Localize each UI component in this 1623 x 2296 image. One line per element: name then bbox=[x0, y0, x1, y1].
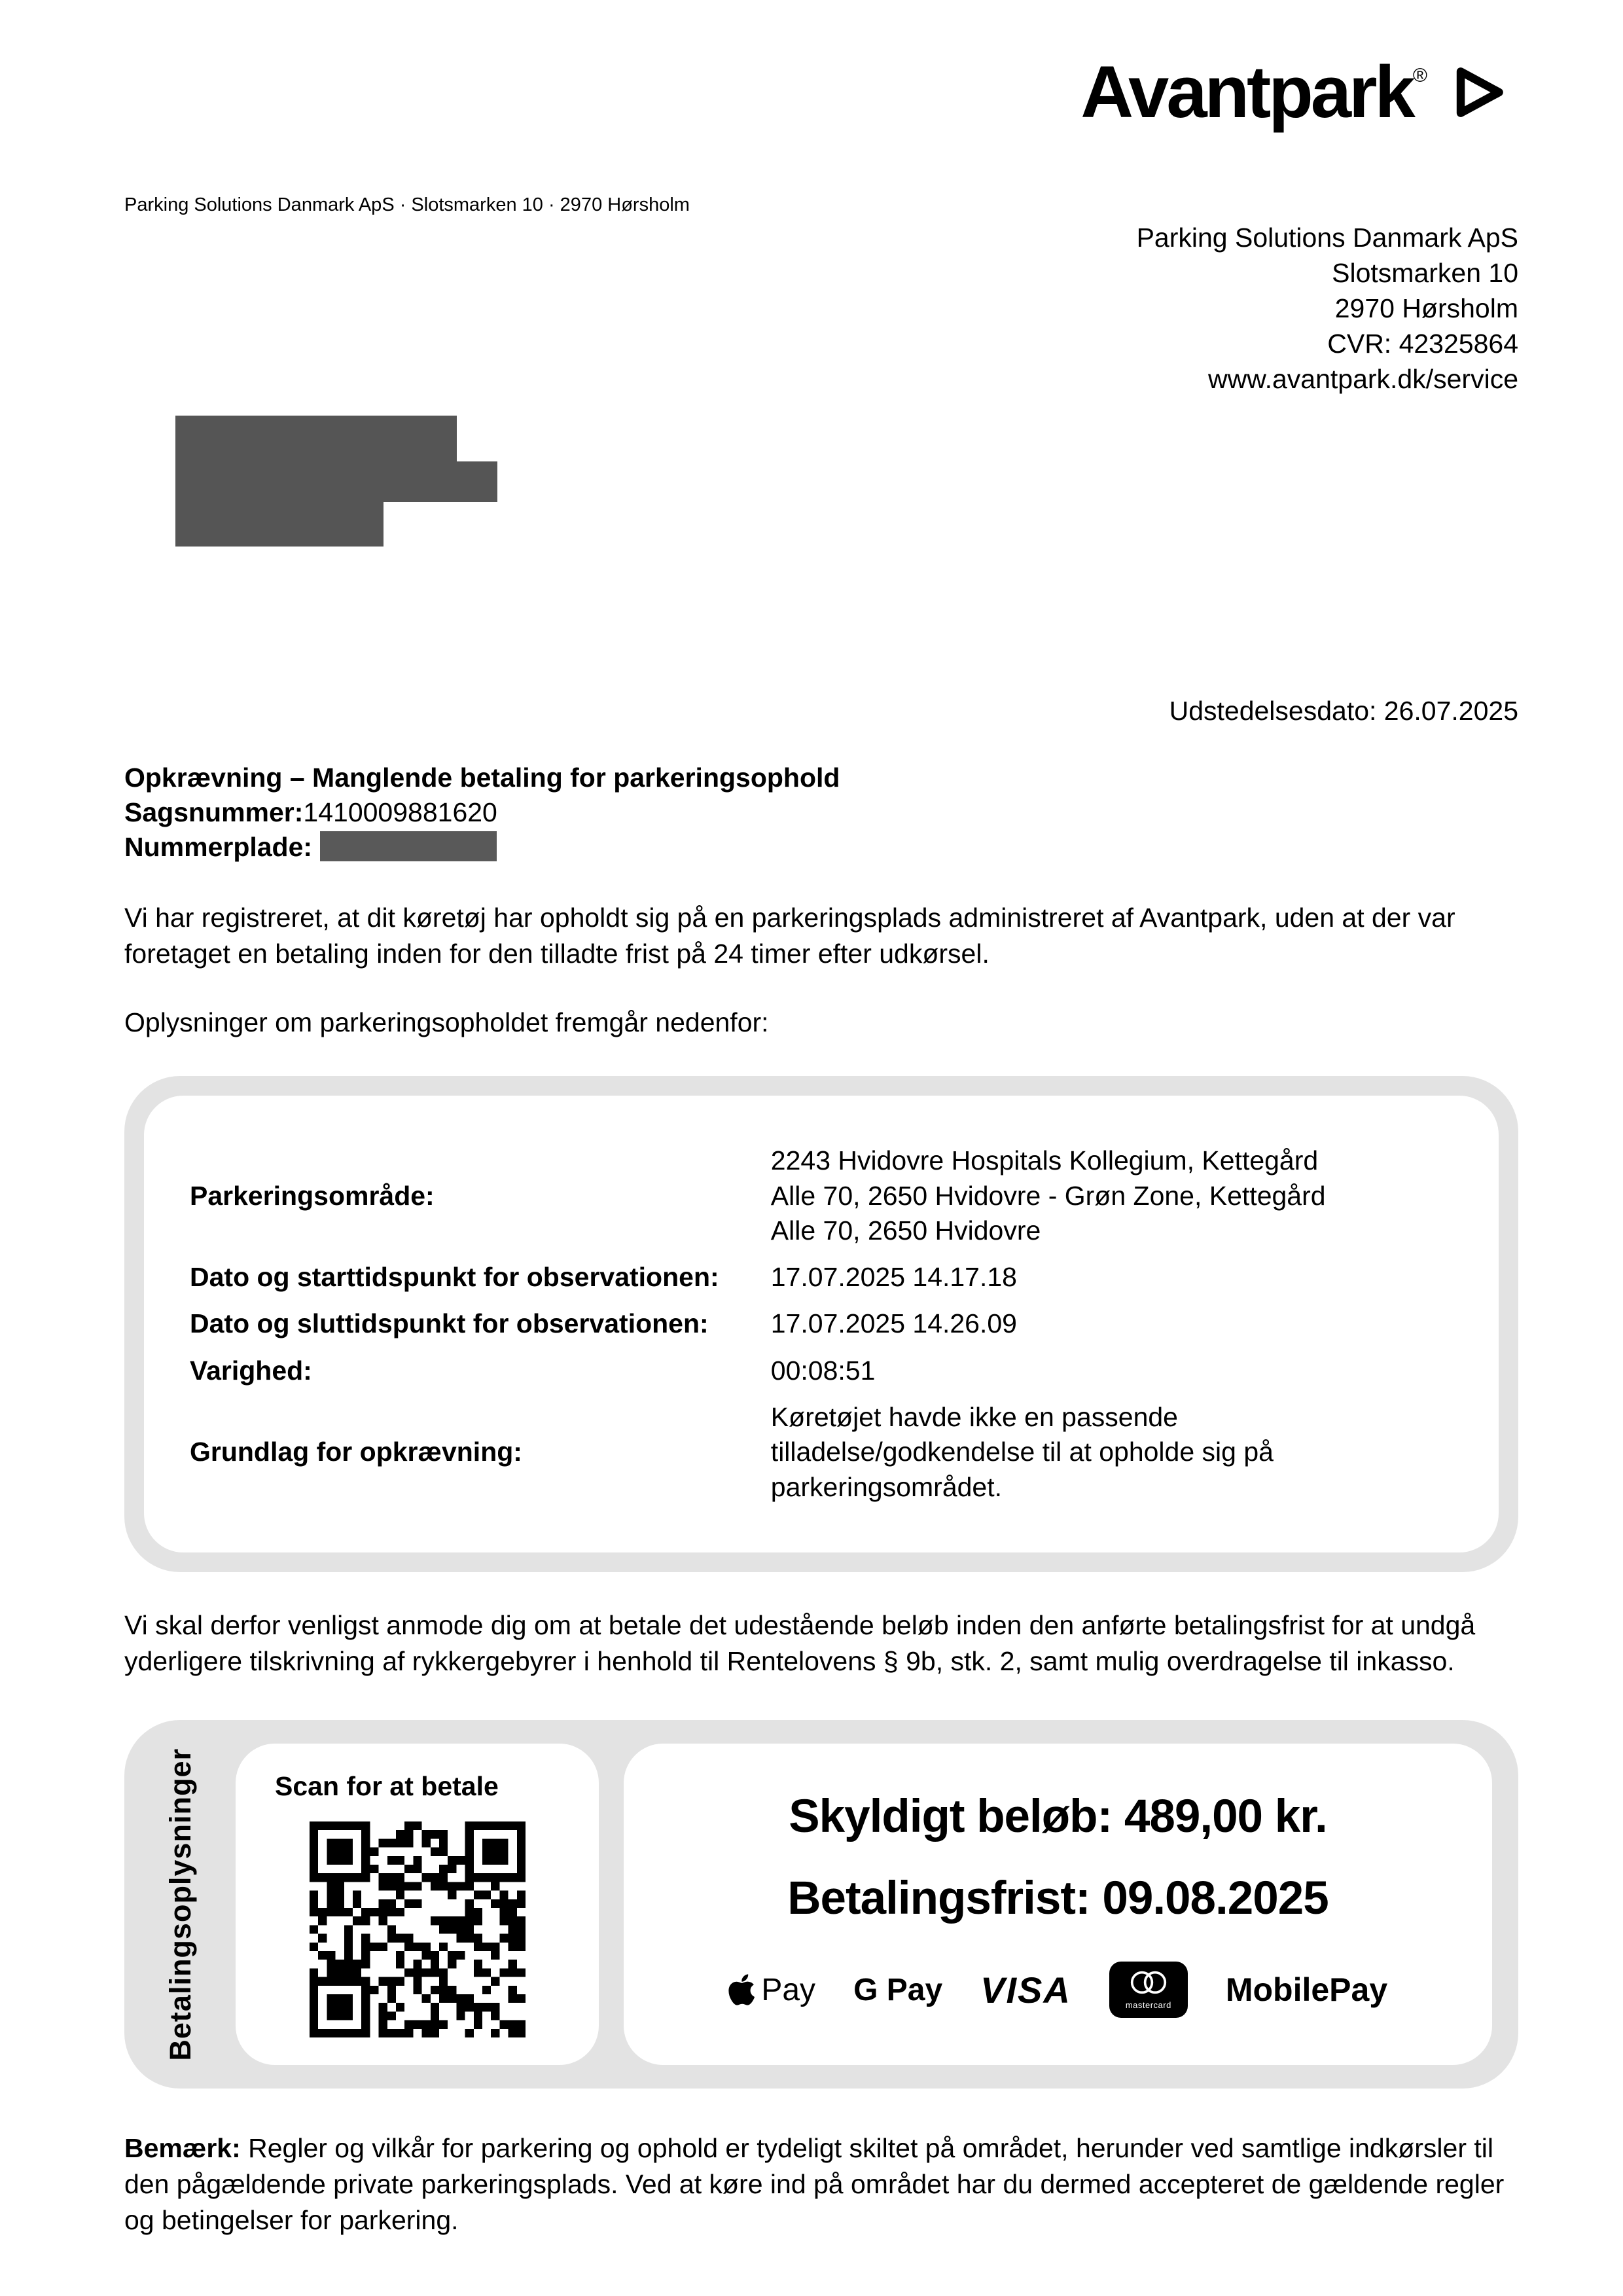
google-pay-logo: G Pay bbox=[853, 1972, 943, 2007]
company-cvr: CVR: 42325864 bbox=[1327, 329, 1518, 359]
mobilepay-logo: MobilePay bbox=[1225, 1971, 1388, 2009]
apple-pay-text: Pay bbox=[761, 1972, 816, 2007]
apple-pay-logo bbox=[728, 1972, 815, 2008]
subject-title: Opkrævning – Manglende betaling for parkeringsophold bbox=[124, 762, 840, 793]
recipient-redacted-block bbox=[175, 416, 1518, 547]
brand-logo-text: Avantpark® bbox=[1080, 51, 1427, 133]
case-number-line bbox=[124, 795, 1518, 830]
issue-date: Udstedelsesdato: 26.07.2025 bbox=[1169, 695, 1518, 726]
intro-paragraph: Vi har registreret, at dit køretøj har opholdt sig på en parkeringsplads administreret af Avantpark, uden at der var foretaget en betaling inden for den tilladte frist på 24 timer efter udkørsel. bbox=[124, 903, 1455, 969]
payment-deadline: Betalingsfrist: 09.08.2025 bbox=[787, 1873, 1329, 1925]
note-label: Bemærk: bbox=[124, 2132, 241, 2163]
detail-row-basis bbox=[190, 1400, 1453, 1505]
detail-row-duration bbox=[190, 1354, 1453, 1388]
detail-value: 17.07.2025 14.17.18 bbox=[770, 1262, 1017, 1293]
mastercard-logo bbox=[1109, 1962, 1188, 2018]
company-street: Slotsmarken 10 bbox=[1332, 258, 1518, 289]
plate-line bbox=[124, 830, 1518, 865]
brand-header bbox=[124, 51, 1518, 133]
detail-value: 00:08:51 bbox=[770, 1355, 876, 1386]
case-number-value: 1410009881620 bbox=[303, 797, 497, 827]
company-name: Parking Solutions Danmark ApS bbox=[1136, 223, 1518, 253]
detail-label: Dato og sluttidspunkt for observationen: bbox=[190, 1308, 709, 1339]
qr-title: Scan for at betale bbox=[275, 1770, 499, 1801]
payment-methods-row bbox=[728, 1962, 1387, 2018]
demand-paragraph: Vi skal derfor venligst anmode dig om at betale det udestående beløb inden den anførte betalingsfrist for at undgå yderligere tilskrivning af rykkergebyrer i henhold til Rentelovens § 9b, stk. 2, samt mulig overdragelse til inkasso. bbox=[124, 1609, 1476, 1676]
qr-card bbox=[236, 1744, 599, 2065]
detail-row-end bbox=[190, 1306, 1453, 1341]
detail-label: Grundlag for opkrævning: bbox=[190, 1437, 522, 1467]
redaction-bar bbox=[175, 502, 383, 547]
company-city: 2970 Hørsholm bbox=[1334, 293, 1518, 324]
mastercard-text: mastercard bbox=[1125, 2000, 1171, 2011]
detail-value: 2243 Hvidovre Hospitals Kollegium, Kettegård Alle 70, 2650 Hvidovre - Grøn Zone, Kettegård Alle 70, 2650 Hvidovre bbox=[770, 1145, 1326, 1246]
sender-return-address: Parking Solutions Danmark ApS · Slotsmarken 10 · 2970 Hørsholm bbox=[124, 194, 690, 215]
detail-row-start bbox=[190, 1260, 1453, 1295]
amount-due: Skyldigt beløb: 489,00 kr. bbox=[789, 1791, 1327, 1843]
case-number-label: Sagsnummer: bbox=[124, 797, 304, 827]
note-text: Regler og vilkår for parkering og ophold er tydeligt skiltet på området, herunder ved samtlige indkørsler til den pågældende private parkeringsplads. Ved at køre ind på området har du dermed accepteret de gældende regler og betingelser for parkering. bbox=[124, 2132, 1505, 2236]
detail-label: Varighed: bbox=[190, 1355, 312, 1386]
mastercard-circles-icon bbox=[1123, 1969, 1174, 2000]
company-address-block bbox=[124, 220, 1518, 397]
detail-label: Dato og starttidspunkt for observationen: bbox=[190, 1262, 719, 1293]
subject-block bbox=[124, 761, 1518, 865]
registered-mark: ® bbox=[1412, 65, 1427, 86]
detail-value: 17.07.2025 14.26.09 bbox=[770, 1308, 1017, 1339]
payment-info-box bbox=[124, 1720, 1518, 2089]
qr-code bbox=[310, 1821, 526, 2037]
visa-logo: VISA bbox=[980, 1969, 1071, 2011]
amount-card bbox=[624, 1744, 1492, 2065]
parking-details-box bbox=[124, 1076, 1518, 1572]
details-intro: Oplysninger om parkeringsopholdet fremgår nedenfor: bbox=[124, 1007, 769, 1038]
apple-icon bbox=[728, 1972, 755, 2007]
note-paragraph bbox=[124, 2130, 1518, 2239]
detail-label: Parkeringsområde: bbox=[190, 1180, 435, 1211]
redaction-bar bbox=[175, 461, 497, 502]
company-website: www.avantpark.dk/service bbox=[1208, 364, 1518, 395]
redaction-bar bbox=[175, 416, 457, 461]
play-triangle-icon bbox=[1446, 61, 1508, 124]
plate-redaction-bar bbox=[320, 831, 497, 861]
detail-row-area bbox=[190, 1143, 1453, 1248]
detail-value: Køretøjet havde ikke en passende tilladelse/godkendelse til at opholde sig på parkeringsområdet. bbox=[770, 1402, 1274, 1502]
parking-details-inner bbox=[144, 1096, 1499, 1552]
payment-side-label: Betalingsoplysninger bbox=[164, 1748, 197, 2061]
plate-label: Nummerplade: bbox=[124, 832, 313, 863]
